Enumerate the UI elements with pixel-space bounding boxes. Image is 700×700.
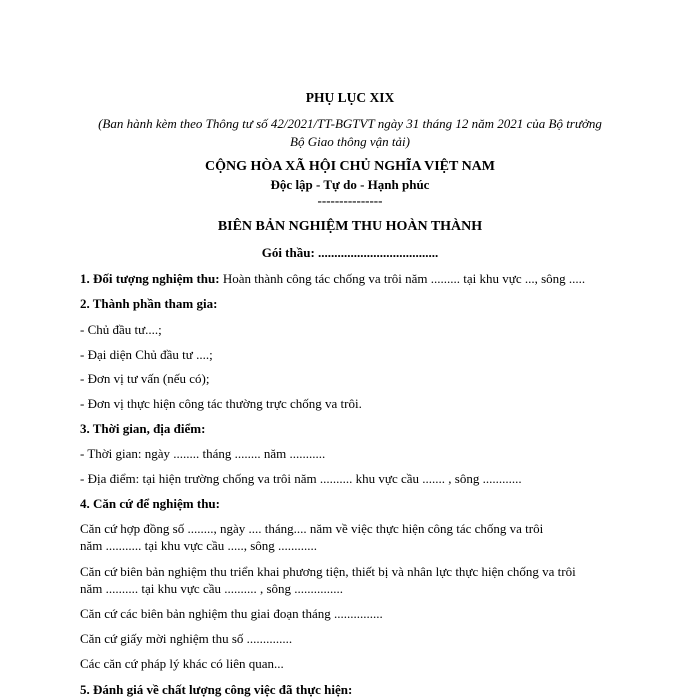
issued-note-line-2: Bộ Giao thông vận tải) [290, 134, 410, 149]
issued-note-line-1: (Ban hành kèm theo Thông tư số 42/2021/TT-BGTVT ngày 31 tháng 12 năm 2021 của Bộ trưởng [98, 116, 602, 131]
section-2-item: - Đại diện Chủ đầu tư ....; [80, 347, 213, 362]
section-2-item: - Đơn vị thực hiện công tác thường trực chống va trôi. [80, 396, 362, 411]
section-4-item: năm .......... tại khu vực cầu .......... , sông ............... [80, 581, 344, 596]
country-name: CỘNG HÒA XÃ HỘI CHỦ NGHĨA VIỆT NAM [204, 159, 495, 174]
section-4-item: Căn cứ giấy mời nghiệm thu số .............. [80, 631, 293, 646]
section-4-heading: 4. Căn cứ để nghiệm thu: [80, 496, 220, 511]
section-1-heading: 1. Đối tượng nghiệm thu: [80, 271, 220, 286]
section-4-item: Căn cứ các biên bản nghiệm thu giai đoạn tháng ............... [80, 606, 383, 621]
section-1 [80, 271, 585, 287]
section-1-text: Hoàn thành công tác chống va trôi năm ......... tại khu vực ..., sông ..... [219, 271, 586, 286]
section-3-item: - Địa điểm: tại hiện trường chống va trôi năm .......... khu vực cầu ....... , sông ............ [80, 471, 522, 486]
section-4-item: Căn cứ hợp đồng số ........, ngày .... tháng.... năm về việc thực hiện công tác chống va trôi [80, 521, 544, 536]
section-2-item: - Đơn vị tư vấn (nếu có); [80, 371, 210, 386]
national-motto: Độc lập - Tự do - Hạnh phúc [270, 177, 430, 192]
section-4-item: Các căn cứ pháp lý khác có liên quan... [80, 656, 284, 671]
section-5-heading: 5. Đánh giá về chất lượng công việc đã thực hiện: [80, 682, 353, 697]
package-line: Gói thầu: ..................................... [261, 245, 439, 260]
motto-divider: --------------- [317, 193, 383, 208]
section-4-item: năm ........... tại khu vực cầu ....., sông ............ [80, 538, 318, 553]
section-4-item: Căn cứ biên bản nghiệm thu triển khai phương tiện, thiết bị và nhân lực thực hiện chống va trôi [80, 564, 576, 579]
appendix-title: PHỤ LỤC XIX [305, 90, 395, 105]
section-3-heading: 3. Thời gian, địa điểm: [80, 421, 206, 436]
section-2-heading: 2. Thành phần tham gia: [80, 296, 218, 311]
section-3-item: - Thời gian: ngày ........ tháng ........ năm ........... [80, 446, 326, 461]
document-title: BIÊN BẢN NGHIỆM THU HOÀN THÀNH [217, 219, 483, 234]
section-2-item: - Chủ đầu tư....; [80, 322, 162, 337]
